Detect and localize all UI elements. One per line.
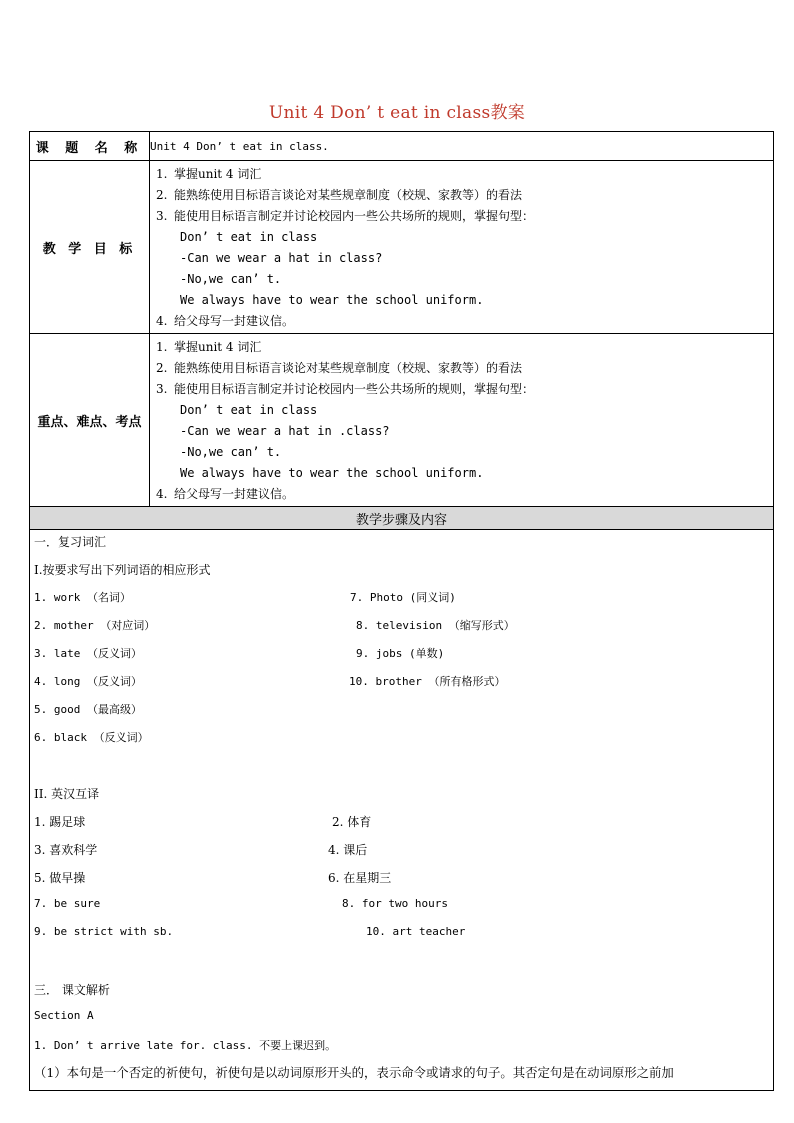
example-sentence: 1. Don’ t arrive late for. class. 不要上课迟到。	[34, 1039, 337, 1052]
objectives-list	[150, 161, 774, 334]
list-item: 2. 能熟练使用目标语言谈论对某些规章制度（校规、家教等）的看法	[156, 188, 523, 202]
lesson-plan-table	[29, 131, 774, 1091]
section-label: Section A	[34, 1009, 94, 1022]
exercise-item: 7. Photo (同义词)	[350, 591, 456, 604]
exercise-item: 2. mother （对应词）	[34, 619, 156, 632]
list-item: Don’ t eat in class	[180, 403, 318, 417]
exercise-item: 9. jobs (单数)	[356, 647, 445, 660]
objectives-label: 教 学 目 标	[30, 161, 150, 334]
exercise-item: 10. brother （所有格形式）	[349, 675, 506, 688]
list-item: We always have to wear the school uniform.	[180, 466, 484, 480]
list-item: 4. 给父母写一封建议信。	[156, 314, 295, 328]
list-item: -No,we can’ t.	[180, 272, 282, 286]
exercise-item: 8. television （缩写形式）	[356, 619, 515, 632]
exercise-item: 1. 踢足球	[34, 815, 86, 829]
exercise-item: 9. be strict with sb.	[34, 925, 174, 938]
exercise-item: 5. 做早操	[34, 871, 86, 885]
table-row-steps-header	[30, 507, 774, 530]
topic-value: Unit 4 Don’ t eat in class.	[150, 132, 774, 161]
exercise-item: 6. black （反义词）	[34, 731, 149, 744]
exercise-item: 3. late （反义词）	[34, 647, 142, 660]
exercise-item: 3. 喜欢科学	[34, 843, 98, 857]
list-item: -Can we wear a hat in class?	[180, 251, 383, 265]
exercise-item: 2. 体育	[332, 815, 372, 829]
subsection-heading: II. 英汉互译	[34, 787, 100, 801]
key-points-list	[150, 334, 774, 507]
exercise-item: 6. 在星期三	[328, 871, 392, 885]
key-points-label: 重点、难点、考点	[30, 334, 150, 507]
list-item: Don’ t eat in class	[180, 230, 318, 244]
table-row-key-points	[30, 334, 774, 507]
steps-content	[30, 530, 773, 1090]
subsection-heading: I.按要求写出下列词语的相应形式	[34, 563, 211, 577]
list-item: 1. 掌握unit 4 词汇	[156, 167, 262, 181]
steps-content-cell	[30, 530, 774, 1091]
list-item: -Can we wear a hat in .class?	[180, 424, 390, 438]
exercise-item: 1. work （名词）	[34, 591, 131, 604]
exercise-item: 4. long （反义词）	[34, 675, 142, 688]
list-item: 4. 给父母写一封建议信。	[156, 487, 295, 501]
document-title: Unit 4 Don’ t eat in class教案	[268, 103, 526, 123]
exercise-item: 8. for two hours	[342, 897, 448, 910]
list-item: 1. 掌握unit 4 词汇	[156, 340, 262, 354]
table-row-topic	[30, 132, 774, 161]
exercise-item: 10. art teacher	[366, 925, 466, 938]
exercise-item: 7. be sure	[34, 897, 101, 910]
list-item: 2. 能熟练使用目标语言谈论对某些规章制度（校规、家教等）的看法	[156, 361, 523, 375]
list-item: -No,we can’ t.	[180, 445, 282, 459]
list-item: We always have to wear the school uniform.	[180, 293, 484, 307]
explanation-text: （1）本句是一个否定的祈使句，祈使句是以动词原形开头的，表示命令或请求的句子。其否定句是在动词原形之前加	[34, 1065, 674, 1080]
list-item: 3. 能使用目标语言制定并讨论校园内一些公共场所的规则，掌握句型：	[156, 382, 535, 396]
list-item: 3. 能使用目标语言制定并讨论校园内一些公共场所的规则，掌握句型：	[156, 209, 535, 223]
table-row-objectives	[30, 161, 774, 334]
section-heading: 三． 课文解析	[34, 983, 110, 997]
steps-header: 教学步骤及内容	[30, 507, 774, 530]
section-heading: 一．复习词汇	[34, 535, 107, 549]
exercise-item: 4. 课后	[328, 843, 368, 857]
topic-label: 课 题 名 称	[30, 132, 150, 161]
exercise-item: 5. good （最高级）	[34, 703, 142, 716]
table-row-steps-content	[30, 530, 774, 1091]
